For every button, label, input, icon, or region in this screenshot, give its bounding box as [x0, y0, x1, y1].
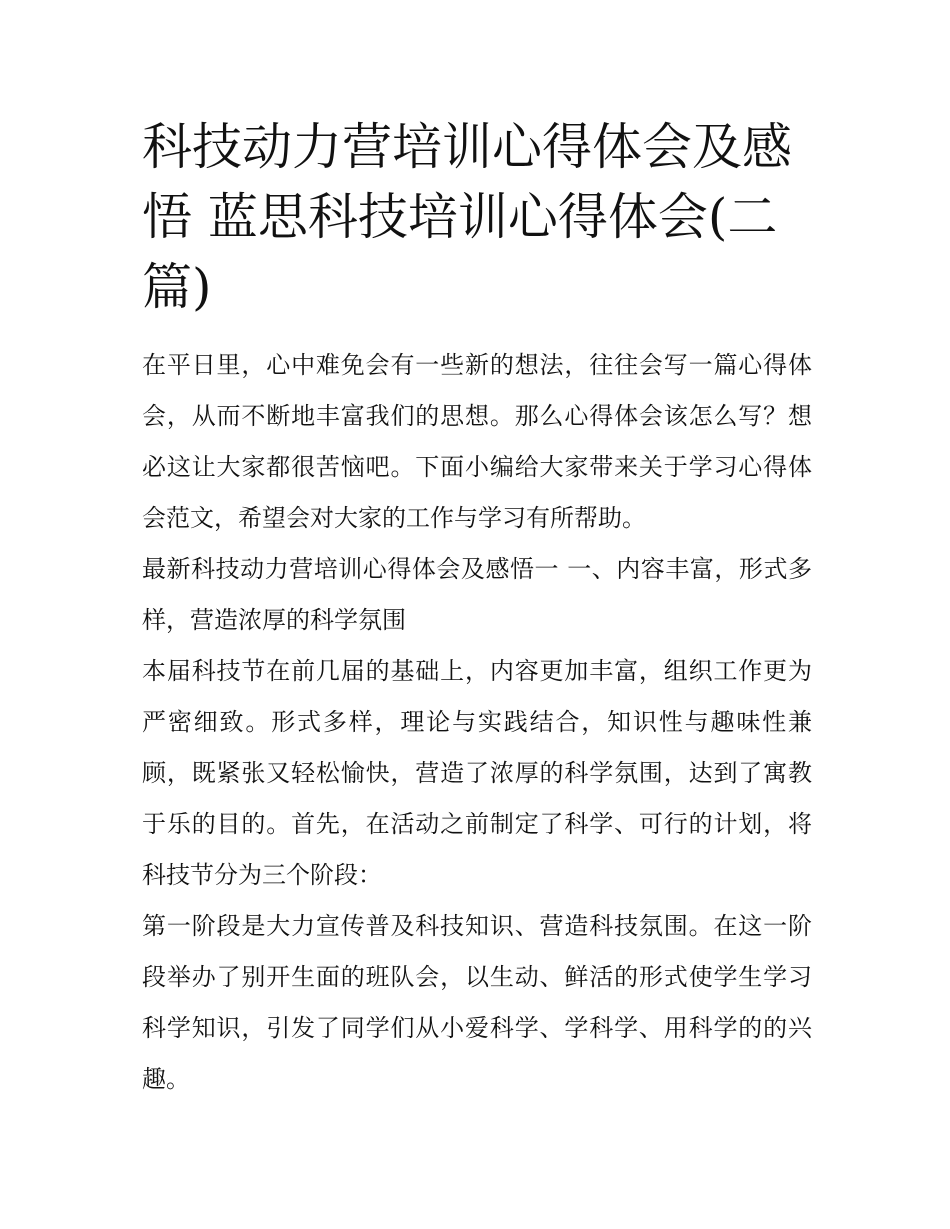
paragraph-section-heading: 最新科技动力营培训心得体会及感悟一 一、内容丰富，形式多样，营造浓厚的科学氛围 [142, 555, 812, 634]
document-body [142, 340, 812, 1105]
paragraph-festival-overview: 本届科技节在前几届的基础上，内容更加丰富，组织工作更为严密细致。形式多样，理论与实践结合，知识性与趣味性兼顾，既紧张又轻松愉快，营造了浓厚的科学氛围，达到了寓教于乐的目的。首先，在活动之前制定了科学、可行的计划，将科技节分为三个阶段： [142, 657, 812, 889]
paragraph-intro: 在平日里，心中难免会有一些新的想法，往往会写一篇心得体会，从而不断地丰富我们的思想。那么心得体会该怎么写？想必这让大家都很苦恼吧。下面小编给大家带来关于学习心得体会范文，希望会对大家的工作与学习有所帮助。 [142, 351, 812, 532]
document-title: 科技动力营培训心得体会及感悟 蓝思科技培训心得体会(二篇) [142, 118, 792, 316]
document-content [142, 112, 812, 1105]
paragraph-stage-one: 第一阶段是大力宣传普及科技知识、营造科技氛围。在这一阶段举办了别开生面的班队会，以生动、鲜活的形式使学生学习科学知识，引发了同学们从小爱科学、学科学、用科学的的兴趣。 [142, 912, 812, 1093]
